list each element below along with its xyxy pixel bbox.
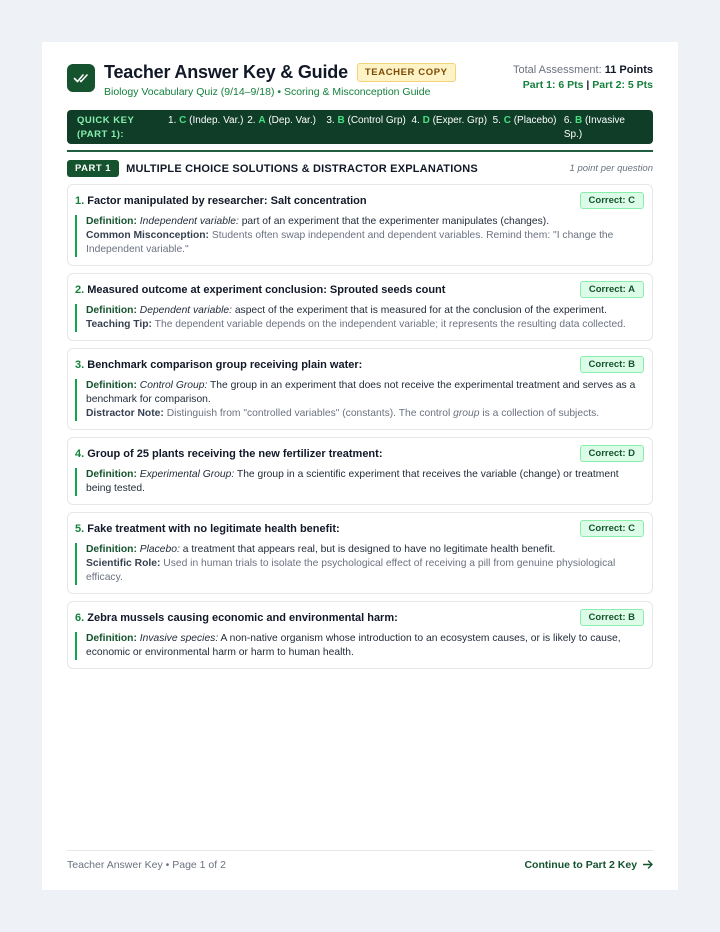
question-card (67, 273, 653, 341)
teaching-tip: Teaching Tip: The dependent variable depends on the independent variable; it represents the resulting data collected. (86, 319, 626, 330)
quick-key-bar (67, 110, 653, 144)
question-card (67, 437, 653, 505)
page-title: Teacher Answer Key & Guide (104, 62, 348, 82)
question-explanation (75, 543, 644, 585)
question-explanation (75, 304, 644, 332)
question-title: 2. Measured outcome at experiment conclusion: Sprouted seeds count (75, 283, 446, 296)
correct-answer-badge: Correct: A (580, 281, 644, 298)
scientific-role-note: Scientific Role: Used in human trials to isolate the psychological effect of receiving a pill from genuine physiological efficacy. (86, 558, 616, 583)
quick-key-item: 2. A (Dep. Var.) (247, 115, 316, 126)
question-title: 3. Benchmark comparison group receiving plain water: (75, 358, 363, 371)
definition: Definition: Dependent variable: aspect of the experiment that is measured for at the conclusion of the experiment. (86, 305, 607, 316)
total-assessment: Total Assessment: 11 Points (512, 64, 653, 76)
answer-key-page (42, 42, 678, 890)
question-title: 6. Zebra mussels causing economic and environmental harm: (75, 611, 398, 624)
definition: Definition: Control Group: The group in an experiment that does not receive the experimental treatment and serves as a benchmark for comparison. (86, 380, 636, 405)
definition: Definition: Experimental Group: The group in a scientific experiment that receives the variable (change) or treatment being tested. (86, 469, 619, 494)
question-title: 4. Group of 25 plants receiving the new fertilizer treatment: (75, 447, 383, 460)
correct-answer-badge: Correct: C (580, 520, 644, 537)
page-footer (67, 850, 653, 871)
definition: Definition: Invasive species: A non-native organism whose introduction to an ecosystem causes, or is likely to cause, economic or environmental harm or harm to human health. (86, 633, 621, 658)
header (67, 62, 653, 98)
question-explanation (75, 379, 644, 421)
quick-key-item: 4. D (Exper. Grp) (411, 115, 488, 126)
continue-link[interactable]: Continue to Part 2 Key (524, 859, 653, 871)
page-subtitle: Biology Vocabulary Quiz (9/14–9/18) • Scoring & Misconception Guide (104, 86, 431, 98)
question-card (67, 184, 653, 266)
question-title: 1. Factor manipulated by researcher: Salt concentration (75, 194, 367, 207)
quick-key-item: 6. B (Invasive Sp.) (563, 115, 625, 140)
correct-answer-badge: Correct: B (580, 609, 644, 626)
divider (67, 150, 653, 152)
quick-key-item: 3. B (Control Grp) (326, 115, 406, 126)
correct-answer-badge: Correct: C (580, 192, 644, 209)
arrow-right-icon (640, 859, 653, 871)
quick-key-item: 5. C (Placebo) (492, 115, 557, 126)
distractor-note: Distractor Note: Distinguish from "controlled variables" (constants). The control group is a collection of subjects. (86, 408, 600, 419)
question-explanation (75, 468, 644, 496)
points-note: 1 point per question (569, 163, 653, 174)
correct-answer-badge: Correct: B (580, 356, 644, 373)
quick-key-label: QUICK KEY (PART 1): (77, 115, 135, 140)
question-explanation (75, 632, 644, 660)
misconception-note: Common Misconception: Students often swap independent and dependent variables. Remind them: "I change the Independent variable." (86, 230, 614, 255)
question-card (67, 512, 653, 594)
question-title: 5. Fake treatment with no legitimate health benefit: (75, 522, 340, 535)
section-header (67, 160, 653, 177)
definition: Definition: Placebo: a treatment that appears real, but is designed to have no legitimate health benefit. (86, 544, 556, 555)
part-badge: PART 1 (67, 160, 119, 177)
question-explanation (75, 215, 644, 257)
quick-key-item: 1. C (Indep. Var.) (168, 115, 244, 126)
page-number: Teacher Answer Key • Page 1 of 2 (67, 859, 226, 871)
definition: Definition: Independent variable: part of an experiment that the experimenter manipulates (changes). (86, 216, 550, 227)
teacher-copy-badge: TEACHER COPY (357, 63, 456, 82)
check-double-icon (67, 64, 95, 92)
question-card (67, 601, 653, 669)
total-points: 11 Points (604, 64, 653, 76)
question-card (67, 348, 653, 430)
correct-answer-badge: Correct: D (580, 445, 644, 462)
section-title: MULTIPLE CHOICE SOLUTIONS & DISTRACTOR EXPLANATIONS (126, 162, 478, 175)
part-points: Part 1: 6 Pts | Part 2: 5 Pts (522, 79, 653, 91)
